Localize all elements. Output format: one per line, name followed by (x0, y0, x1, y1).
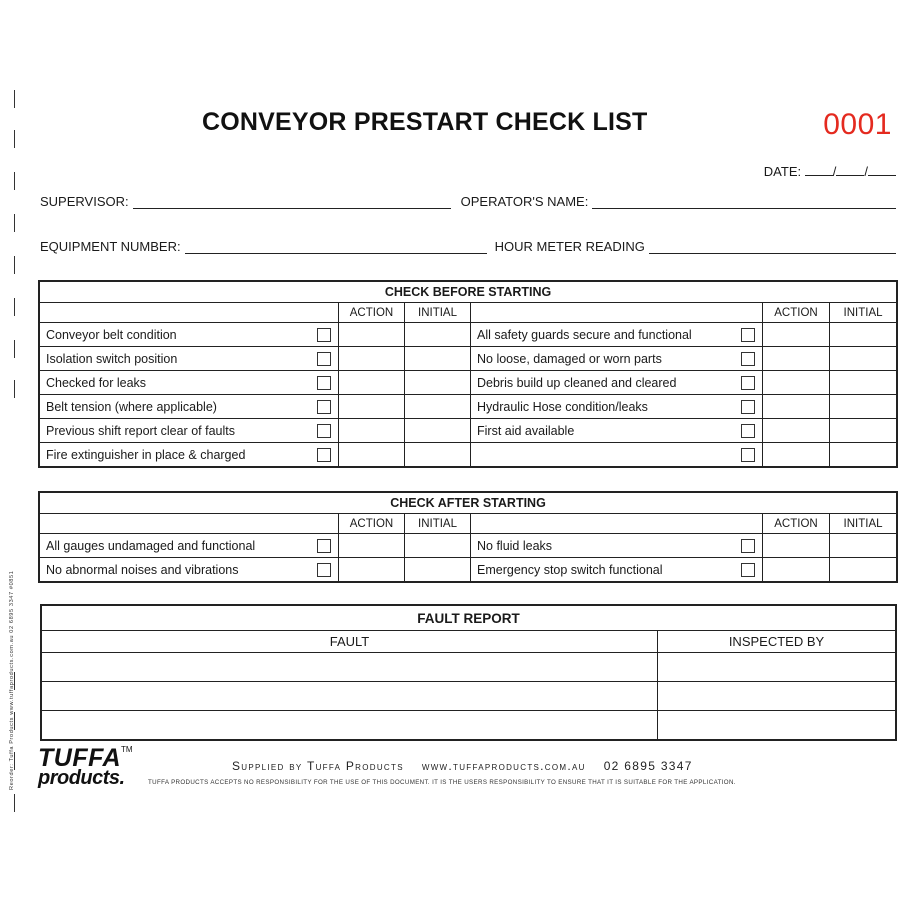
action-cell[interactable] (763, 395, 830, 419)
logo-bottom-text: products. (38, 767, 125, 789)
initial-cell[interactable] (405, 395, 471, 419)
initial-cell[interactable] (830, 395, 897, 419)
checkbox[interactable] (741, 424, 755, 438)
supplied-by-line (232, 759, 693, 773)
column-header-row (40, 303, 897, 323)
website-text: www.tuffaproducts.com.au (421, 759, 586, 773)
checkbox[interactable] (741, 563, 755, 577)
table-row (40, 371, 897, 395)
hour-meter-label: HOUR METER READING (494, 239, 645, 254)
fault-cell[interactable] (42, 682, 658, 711)
column-header-row (40, 514, 897, 534)
equipment-line[interactable] (185, 240, 487, 254)
supervisor-label: SUPERVISOR: (40, 194, 129, 209)
inspected-cell[interactable] (658, 653, 896, 682)
action-cell[interactable] (763, 443, 830, 467)
fault-cell[interactable] (42, 653, 658, 682)
fault-cell[interactable] (42, 711, 658, 740)
supervisor-line[interactable] (133, 195, 451, 209)
action-col-header: ACTION (339, 514, 405, 534)
inspected-cell[interactable] (658, 682, 896, 711)
logo-top-text: TUFFA (38, 744, 122, 772)
action-cell[interactable] (339, 323, 405, 347)
initial-col-header: INITIAL (830, 303, 897, 323)
serial-number: 0001 (823, 108, 892, 141)
action-cell[interactable] (763, 534, 830, 558)
check-item: No loose, damaged or worn parts (471, 347, 734, 371)
equipment-hour-row (40, 239, 896, 254)
operator-label: OPERATOR'S NAME: (460, 194, 589, 209)
date-label: DATE: (763, 164, 802, 179)
action-cell[interactable] (763, 347, 830, 371)
checkbox[interactable] (317, 448, 331, 462)
inspected-col-header: INSPECTED BY (658, 631, 896, 653)
action-cell[interactable] (339, 347, 405, 371)
initial-cell[interactable] (830, 534, 897, 558)
initial-cell[interactable] (830, 347, 897, 371)
tuffa-logo (38, 746, 133, 788)
table-row (40, 395, 897, 419)
initial-cell[interactable] (405, 443, 471, 467)
checkbox[interactable] (317, 424, 331, 438)
check-item: Previous shift report clear of faults (40, 419, 310, 443)
check-item: No fluid leaks (471, 534, 734, 558)
equipment-label: EQUIPMENT NUMBER: (40, 239, 181, 254)
initial-col-header: INITIAL (830, 514, 897, 534)
reorder-text: Reorder: Tuffa Products www.tuffaproducts.com.au 02 6895 3347 #0851 (9, 570, 15, 790)
checkbox[interactable] (317, 376, 331, 390)
initial-cell[interactable] (830, 419, 897, 443)
disclaimer-text: TUFFA PRODUCTS ACCEPTS NO RESPONSIBILITY FOR THE USE OF THIS DOCUMENT. IT IS THE USERS RESPONSIBILITY TO ENSURE THAT IT IS SUITABLE FOR THE APPLICATION. (148, 779, 736, 786)
check-before-header: CHECK BEFORE STARTING (40, 282, 897, 303)
checkbox[interactable] (317, 539, 331, 553)
check-item: Debris build up cleaned and cleared (471, 371, 734, 395)
action-cell[interactable] (763, 323, 830, 347)
fault-row (42, 682, 896, 711)
table-row (40, 419, 897, 443)
action-cell[interactable] (339, 371, 405, 395)
fault-row (42, 653, 896, 682)
initial-cell[interactable] (830, 371, 897, 395)
initial-cell[interactable] (405, 419, 471, 443)
check-item: No abnormal noises and vibrations (40, 558, 310, 582)
supplied-by-text: Supplied by Tuffa Products (232, 759, 404, 773)
check-after-header: CHECK AFTER STARTING (40, 493, 897, 514)
initial-col-header: INITIAL (405, 514, 471, 534)
check-item: First aid available (471, 419, 734, 443)
phone-text: 02 6895 3347 (603, 759, 693, 773)
checkbox[interactable] (741, 539, 755, 553)
initial-cell[interactable] (405, 347, 471, 371)
check-item: Fire extinguisher in place & charged (40, 443, 310, 467)
logo-trademark: TM (121, 745, 133, 754)
check-item: All gauges undamaged and functional (40, 534, 310, 558)
check-before-table (39, 281, 897, 467)
action-cell[interactable] (339, 558, 405, 582)
initial-cell[interactable] (830, 323, 897, 347)
initial-cell[interactable] (405, 534, 471, 558)
action-cell[interactable] (339, 443, 405, 467)
action-col-header: ACTION (339, 303, 405, 323)
initial-cell[interactable] (405, 558, 471, 582)
fault-row (42, 711, 896, 740)
table-row (40, 558, 897, 582)
checkbox[interactable] (741, 400, 755, 414)
date-month-blank[interactable] (836, 164, 864, 176)
action-col-header: ACTION (763, 303, 830, 323)
check-item (471, 443, 734, 467)
checkbox[interactable] (317, 328, 331, 342)
fault-report-header: FAULT REPORT (42, 606, 896, 631)
check-item: Conveyor belt condition (40, 323, 310, 347)
fault-report-table (41, 605, 896, 740)
supervisor-operator-row (40, 194, 896, 209)
table-row (40, 323, 897, 347)
action-cell[interactable] (763, 419, 830, 443)
operator-line[interactable] (592, 195, 896, 209)
initial-cell[interactable] (405, 371, 471, 395)
checkbox[interactable] (317, 352, 331, 366)
date-day-blank[interactable] (805, 164, 833, 176)
action-col-header: ACTION (763, 514, 830, 534)
check-item: Hydraulic Hose condition/leaks (471, 395, 734, 419)
action-cell[interactable] (763, 558, 830, 582)
check-item: All safety guards secure and functional (471, 323, 734, 347)
table-row (40, 443, 897, 467)
check-item: Isolation switch position (40, 347, 310, 371)
inspected-cell[interactable] (658, 711, 896, 740)
date-separator: / (864, 164, 868, 179)
checkbox[interactable] (317, 563, 331, 577)
checkbox[interactable] (741, 352, 755, 366)
action-cell[interactable] (339, 419, 405, 443)
fault-col-header: FAULT (42, 631, 658, 653)
initial-cell[interactable] (405, 323, 471, 347)
checkbox[interactable] (741, 328, 755, 342)
check-item: Checked for leaks (40, 371, 310, 395)
action-cell[interactable] (339, 534, 405, 558)
check-item: Emergency stop switch functional (471, 558, 734, 582)
check-item: Belt tension (where applicable) (40, 395, 310, 419)
action-cell[interactable] (339, 395, 405, 419)
checkbox[interactable] (741, 448, 755, 462)
checkbox[interactable] (317, 400, 331, 414)
initial-cell[interactable] (830, 443, 897, 467)
initial-col-header: INITIAL (405, 303, 471, 323)
hour-meter-line[interactable] (649, 240, 896, 254)
table-row (40, 347, 897, 371)
initial-cell[interactable] (830, 558, 897, 582)
date-field[interactable] (764, 164, 896, 179)
action-cell[interactable] (763, 371, 830, 395)
date-year-blank[interactable] (868, 164, 896, 176)
page-title: CONVEYOR PRESTART CHECK LIST (202, 108, 648, 136)
fault-column-row (42, 631, 896, 653)
date-separator: / (832, 164, 837, 179)
table-row (40, 534, 897, 558)
check-after-table (39, 492, 897, 582)
checkbox[interactable] (741, 376, 755, 390)
